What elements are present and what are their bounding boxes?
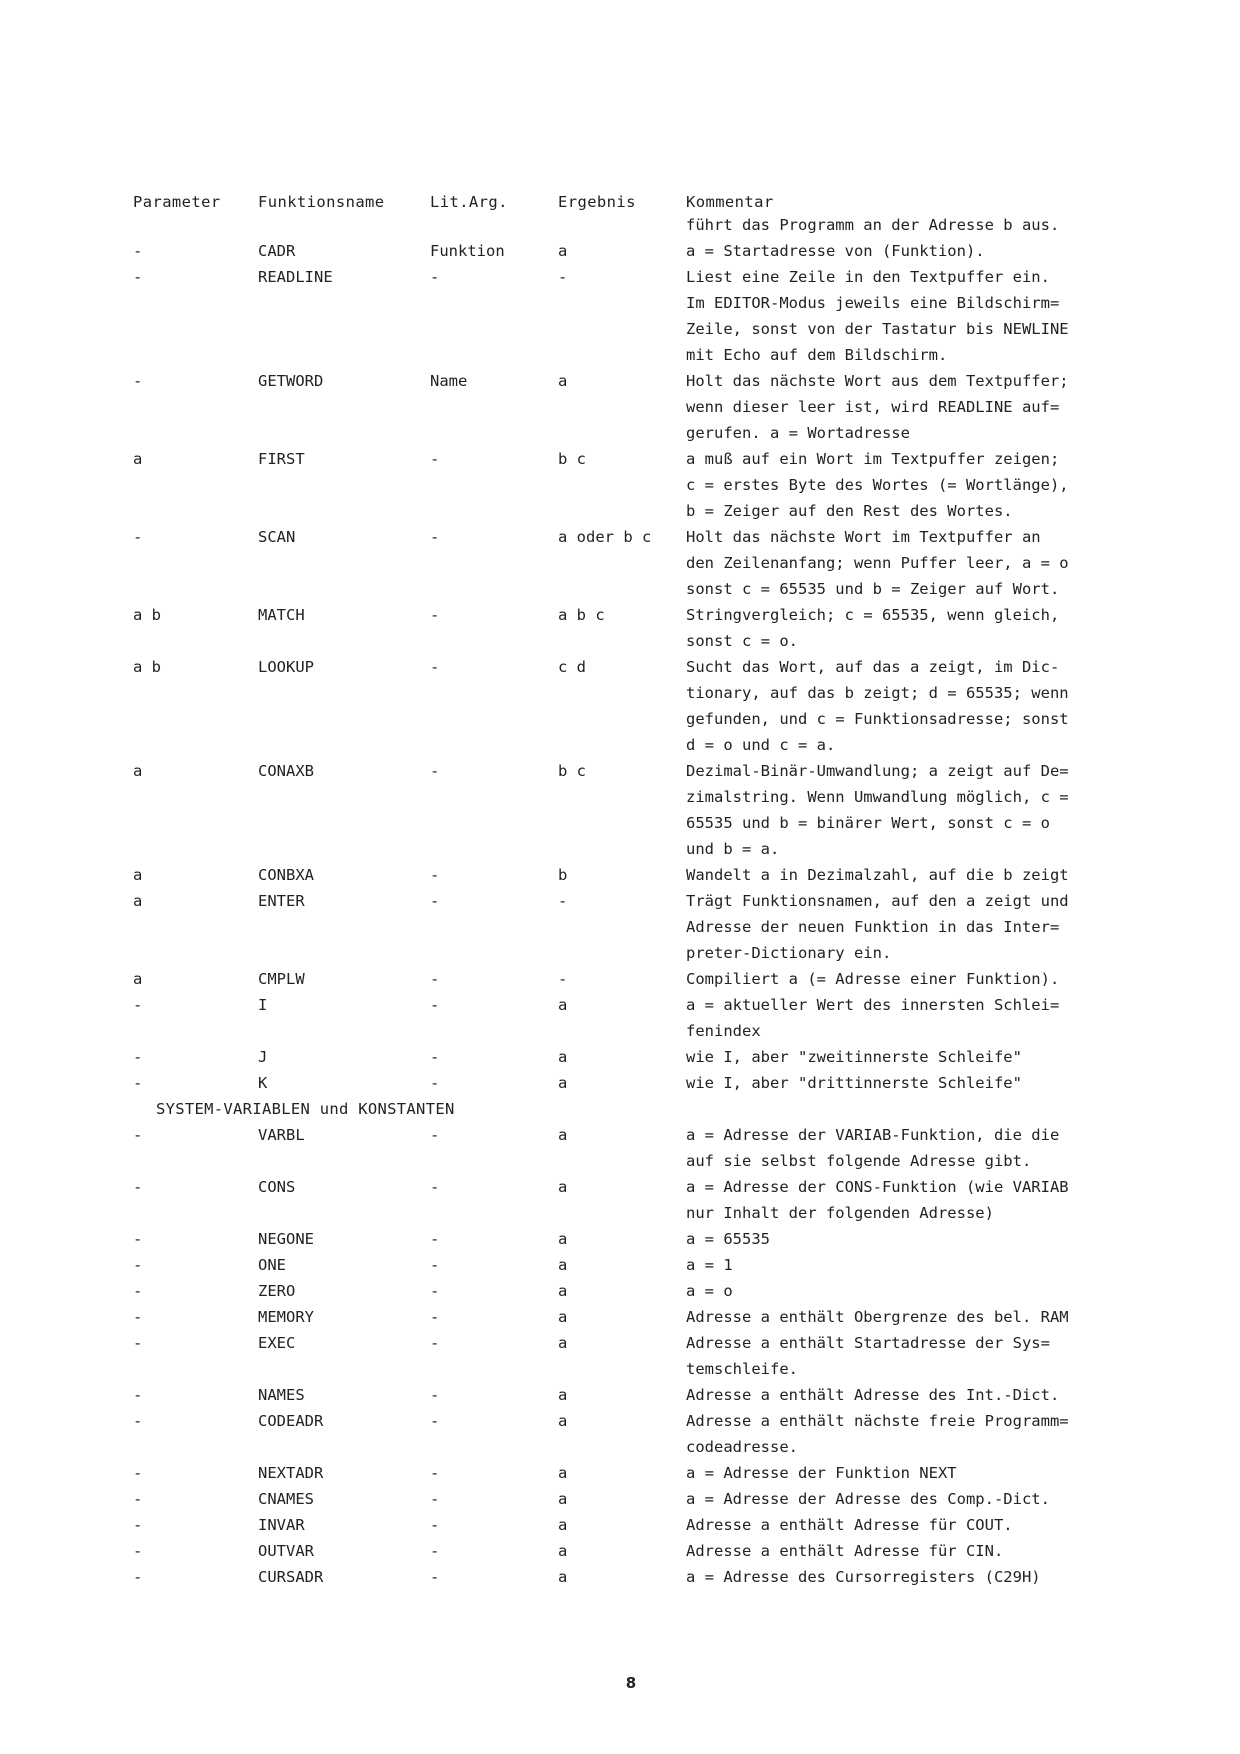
comment-line: a = Adresse der CONS-Funktion (wie VARIAB — [686, 1178, 1069, 1196]
comment-line: fenindex — [686, 1022, 761, 1040]
comment-cell — [686, 368, 1126, 446]
lit-arg-cell: - — [430, 658, 440, 676]
comment-cell — [686, 888, 1126, 966]
result-cell: a — [558, 242, 568, 260]
function-name-cell: CODEADR — [258, 1412, 324, 1430]
result-cell: - — [558, 268, 568, 286]
lit-arg-cell: - — [430, 1568, 440, 1586]
comment-line: temschleife. — [686, 1360, 798, 1378]
comment-cell — [686, 1174, 1126, 1226]
comment-line: Zeile, sonst von der Tastatur bis NEWLINE — [686, 320, 1069, 338]
comment-cell — [686, 1408, 1126, 1460]
comment-cell — [686, 1226, 1126, 1252]
function-name-cell: CONS — [258, 1178, 296, 1196]
comment-line: a = o — [686, 1282, 733, 1300]
lit-arg-cell: - — [430, 1256, 440, 1274]
comment-line: Holt das nächste Wort aus dem Textpuffer; — [686, 372, 1069, 390]
comment-line: wie I, aber "zweitinnerste Schleife" — [686, 1048, 1022, 1066]
param-cell: - — [133, 1516, 143, 1534]
function-name-cell: READLINE — [258, 268, 333, 286]
result-cell: a — [558, 372, 568, 390]
comment-cell — [686, 1538, 1126, 1564]
lit-arg-cell: - — [430, 528, 440, 546]
lit-arg-cell: - — [430, 268, 440, 286]
lit-arg-cell: - — [430, 892, 440, 910]
header-parameter: Parameter — [133, 193, 221, 211]
lit-arg-cell: - — [430, 1516, 440, 1534]
param-cell: - — [133, 268, 143, 286]
comment-cell — [686, 238, 1126, 264]
comment-line: a = Startadresse von (Funktion). — [686, 242, 985, 260]
param-cell: - — [133, 1282, 143, 1300]
comment-cell — [686, 602, 1126, 654]
comment-line: zimalstring. Wenn Umwandlung möglich, c = — [686, 788, 1069, 806]
function-name-cell: LOOKUP — [258, 658, 314, 676]
lit-arg-cell: - — [430, 762, 440, 780]
lit-arg-cell: Funktion — [430, 242, 505, 260]
comment-line: sonst c = o. — [686, 632, 798, 650]
param-cell: a — [133, 762, 143, 780]
result-cell: b — [558, 866, 568, 884]
result-cell: a — [558, 1230, 568, 1248]
result-cell: a — [558, 1308, 568, 1326]
param-cell: - — [133, 1464, 143, 1482]
lit-arg-cell: - — [430, 866, 440, 884]
param-cell: - — [133, 1178, 143, 1196]
comment-line: Dezimal-Binär-Umwandlung; a zeigt auf De= — [686, 762, 1069, 780]
comment-line: 65535 und b = binärer Wert, sonst c = o — [686, 814, 1050, 832]
comment-line: a = Adresse der VARIAB-Funktion, die die — [686, 1126, 1060, 1144]
param-cell: - — [133, 242, 143, 260]
function-name-cell: OUTVAR — [258, 1542, 314, 1560]
comment-cell — [686, 1382, 1126, 1408]
function-name-cell: CONBXA — [258, 866, 314, 884]
result-cell: a — [558, 1490, 568, 1508]
param-cell: a — [133, 866, 143, 884]
comment-line: a = Adresse der Adresse des Comp.-Dict. — [686, 1490, 1050, 1508]
param-cell: - — [133, 1048, 143, 1066]
lit-arg-cell: - — [430, 450, 440, 468]
comment-line: Adresse a enthält Adresse für CIN. — [686, 1542, 1004, 1560]
comment-line: Liest eine Zeile in den Textpuffer ein. — [686, 268, 1050, 286]
function-name-cell: ENTER — [258, 892, 305, 910]
param-cell: - — [133, 372, 143, 390]
param-cell: - — [133, 996, 143, 1014]
comment-line: den Zeilenanfang; wenn Puffer leer, a = o — [686, 554, 1069, 572]
result-cell: a — [558, 1542, 568, 1560]
param-cell: - — [133, 1490, 143, 1508]
comment-line: a = 1 — [686, 1256, 733, 1274]
function-name-cell: K — [258, 1074, 268, 1092]
result-cell: a — [558, 1074, 568, 1092]
function-name-cell: ZERO — [258, 1282, 296, 1300]
result-cell: a — [558, 1256, 568, 1274]
comment-line: gerufen. a = Wortadresse — [686, 424, 910, 442]
function-name-cell: VARBL — [258, 1126, 305, 1144]
comment-line: c = erstes Byte des Wortes (= Wortlänge), — [686, 476, 1069, 494]
comment-cell — [686, 446, 1126, 524]
result-cell: a — [558, 1386, 568, 1404]
param-cell: - — [133, 1230, 143, 1248]
function-name-cell: CADR — [258, 242, 296, 260]
param-cell: a b — [133, 606, 161, 624]
function-name-cell: NEGONE — [258, 1230, 314, 1248]
function-name-cell: SCAN — [258, 528, 296, 546]
comment-cell — [686, 1512, 1126, 1538]
comment-line: auf sie selbst folgende Adresse gibt. — [686, 1152, 1032, 1170]
header-kommentar: Kommentar — [686, 193, 774, 211]
function-name-cell: MATCH — [258, 606, 305, 624]
comment-line: nur Inhalt der folgenden Adresse) — [686, 1204, 994, 1222]
header-ergebnis: Ergebnis — [558, 193, 636, 211]
comment-line: a = 65535 — [686, 1230, 770, 1248]
comment-cell — [686, 1044, 1126, 1070]
param-cell: - — [133, 1542, 143, 1560]
page-number: 8 — [625, 1674, 637, 1692]
result-cell: a — [558, 1178, 568, 1196]
result-cell: b c — [558, 450, 586, 468]
lit-arg-cell: - — [430, 1386, 440, 1404]
comment-line: Holt das nächste Wort im Textpuffer an — [686, 528, 1041, 546]
function-name-cell: NAMES — [258, 1386, 305, 1404]
comment-cell — [686, 1122, 1126, 1174]
result-cell: a — [558, 1412, 568, 1430]
result-cell: a — [558, 1568, 568, 1586]
comment-line: a = Adresse des Cursorregisters (C29H) — [686, 1568, 1041, 1586]
comment-line: und b = a. — [686, 840, 780, 858]
result-cell: a — [558, 1334, 568, 1352]
lit-arg-cell: - — [430, 1308, 440, 1326]
comment-line: tionary, auf das b zeigt; d = 65535; wenn — [686, 684, 1069, 702]
comment-line: Adresse a enthält nächste freie Programm= — [686, 1412, 1069, 1430]
function-name-cell: FIRST — [258, 450, 305, 468]
result-cell: b c — [558, 762, 586, 780]
comment-cell — [686, 1486, 1126, 1512]
comment-line: Adresse a enthält Startadresse der Sys= — [686, 1334, 1050, 1352]
comment-line: wenn dieser leer ist, wird READLINE auf= — [686, 398, 1060, 416]
lit-arg-cell: - — [430, 1074, 440, 1092]
comment-line: d = o und c = a. — [686, 736, 836, 754]
comment-cell — [686, 264, 1126, 368]
lit-arg-cell: - — [430, 1048, 440, 1066]
result-cell: a — [558, 1516, 568, 1534]
comment-cell — [686, 654, 1126, 758]
comment-line: führt das Programm an der Adresse b aus. — [686, 216, 1060, 234]
comment-cell — [686, 212, 1126, 238]
result-cell: a oder b c — [558, 528, 652, 546]
comment-cell — [686, 1564, 1126, 1590]
comment-line: Adresse a enthält Obergrenze des bel. RAM — [686, 1308, 1069, 1326]
comment-cell — [686, 992, 1126, 1044]
result-cell: - — [558, 970, 568, 988]
param-cell: a b — [133, 658, 161, 676]
lit-arg-cell: - — [430, 1412, 440, 1430]
comment-cell — [686, 862, 1126, 888]
comment-cell — [686, 758, 1126, 862]
function-name-cell: CONAXB — [258, 762, 314, 780]
lit-arg-cell: - — [430, 1490, 440, 1508]
result-cell: a — [558, 1464, 568, 1482]
result-cell: a — [558, 1126, 568, 1144]
param-cell: - — [133, 1568, 143, 1586]
function-name-cell: ONE — [258, 1256, 286, 1274]
comment-line: a muß auf ein Wort im Textpuffer zeigen; — [686, 450, 1060, 468]
comment-line: sonst c = 65535 und b = Zeiger auf Wort. — [686, 580, 1060, 598]
result-cell: a b c — [558, 606, 605, 624]
comment-line: Trägt Funktionsnamen, auf den a zeigt und — [686, 892, 1069, 910]
comment-line: gefunden, und c = Funktionsadresse; sonst — [686, 710, 1069, 728]
comment-line: Adresse der neuen Funktion in das Inter= — [686, 918, 1060, 936]
function-name-cell: CURSADR — [258, 1568, 324, 1586]
comment-line: mit Echo auf dem Bildschirm. — [686, 346, 948, 364]
param-cell: - — [133, 1126, 143, 1144]
comment-line: Stringvergleich; c = 65535, wenn gleich, — [686, 606, 1060, 624]
lit-arg-cell: - — [430, 1230, 440, 1248]
param-cell: - — [133, 1308, 143, 1326]
function-name-cell: GETWORD — [258, 372, 324, 390]
comment-line: Sucht das Wort, auf das a zeigt, im Dic- — [686, 658, 1060, 676]
function-name-cell: I — [258, 996, 268, 1014]
param-cell: - — [133, 1412, 143, 1430]
comment-line: Compiliert a (= Adresse einer Funktion). — [686, 970, 1060, 988]
comment-cell — [686, 1070, 1126, 1096]
function-name-cell: EXEC — [258, 1334, 296, 1352]
result-cell: - — [558, 892, 568, 910]
function-name-cell: MEMORY — [258, 1308, 314, 1326]
param-cell: - — [133, 1256, 143, 1274]
param-cell: a — [133, 450, 143, 468]
comment-line: b = Zeiger auf den Rest des Wortes. — [686, 502, 1013, 520]
function-name-cell: J — [258, 1048, 268, 1066]
comment-line: Adresse a enthält Adresse für COUT. — [686, 1516, 1013, 1534]
comment-line: a = aktueller Wert des innersten Schlei= — [686, 996, 1060, 1014]
comment-cell — [686, 1252, 1126, 1278]
lit-arg-cell: - — [430, 1178, 440, 1196]
param-cell: - — [133, 1386, 143, 1404]
param-cell: a — [133, 970, 143, 988]
lit-arg-cell: - — [430, 1334, 440, 1352]
function-name-cell: NEXTADR — [258, 1464, 324, 1482]
section-heading: SYSTEM-VARIABLEN und KONSTANTEN — [156, 1100, 455, 1118]
lit-arg-cell: - — [430, 970, 440, 988]
comment-cell — [686, 966, 1126, 992]
lit-arg-cell: - — [430, 1282, 440, 1300]
lit-arg-cell: - — [430, 1542, 440, 1560]
lit-arg-cell: Name — [430, 372, 468, 390]
result-cell: a — [558, 1048, 568, 1066]
lit-arg-cell: - — [430, 996, 440, 1014]
header-lit-arg: Lit.Arg. — [430, 193, 508, 211]
header-funktionsname: Funktionsname — [258, 193, 385, 211]
comment-line: wie I, aber "drittinnerste Schleife" — [686, 1074, 1022, 1092]
comment-line: codeadresse. — [686, 1438, 798, 1456]
lit-arg-cell: - — [430, 1464, 440, 1482]
lit-arg-cell: - — [430, 606, 440, 624]
comment-line: a = Adresse der Funktion NEXT — [686, 1464, 957, 1482]
comment-line: Adresse a enthält Adresse des Int.-Dict. — [686, 1386, 1060, 1404]
result-cell: c d — [558, 658, 586, 676]
function-name-cell: CNAMES — [258, 1490, 314, 1508]
comment-line: Im EDITOR-Modus jeweils eine Bildschirm= — [686, 294, 1060, 312]
comment-cell — [686, 1304, 1126, 1330]
comment-line: preter-Dictionary ein. — [686, 944, 892, 962]
comment-cell — [686, 1278, 1126, 1304]
comment-line: Wandelt a in Dezimalzahl, auf die b zeigt — [686, 866, 1069, 884]
param-cell: a — [133, 892, 143, 910]
lit-arg-cell: - — [430, 1126, 440, 1144]
comment-cell — [686, 1460, 1126, 1486]
result-cell: a — [558, 1282, 568, 1300]
result-cell: a — [558, 996, 568, 1014]
function-name-cell: CMPLW — [258, 970, 305, 988]
comment-cell — [686, 1330, 1126, 1382]
param-cell: - — [133, 1334, 143, 1352]
param-cell: - — [133, 528, 143, 546]
param-cell: - — [133, 1074, 143, 1092]
function-name-cell: INVAR — [258, 1516, 305, 1534]
comment-cell — [686, 524, 1126, 602]
